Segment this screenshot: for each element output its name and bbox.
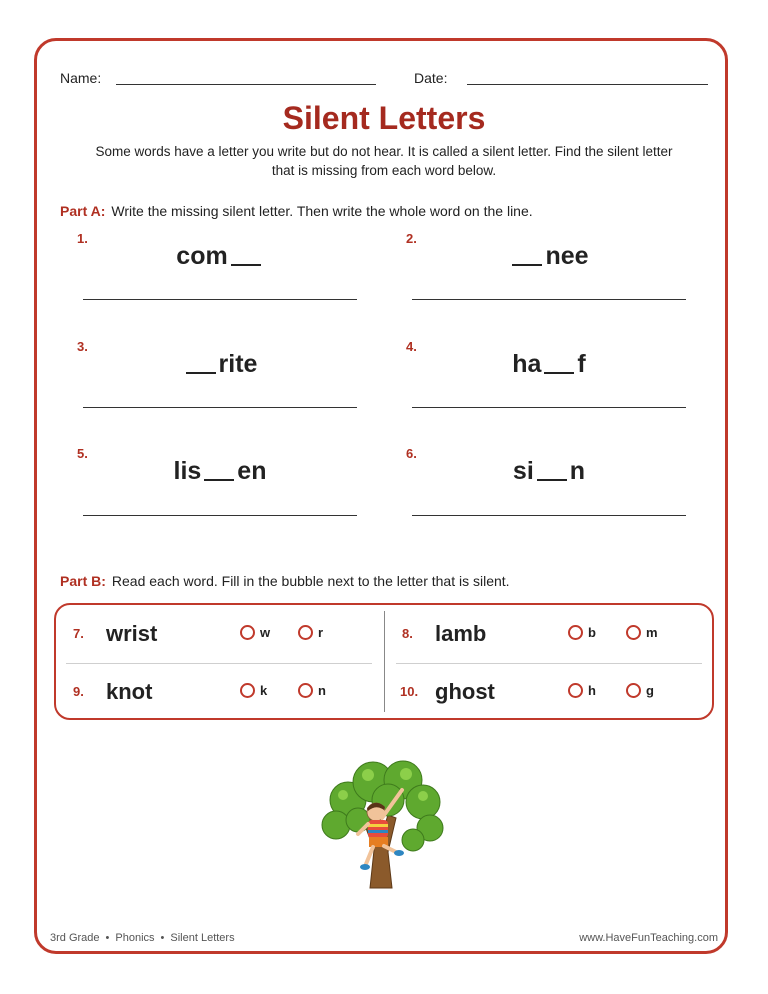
part-b-heading	[60, 573, 510, 589]
radio-circle-icon	[298, 683, 313, 698]
footer-breadcrumb	[50, 932, 235, 944]
blank	[537, 479, 567, 481]
date-label: Date:	[414, 70, 448, 86]
word: ghost	[435, 679, 495, 704]
answer-line[interactable]	[412, 407, 686, 408]
footer-grade: 3rd Grade	[50, 932, 100, 944]
option-bubble[interactable]: h	[568, 683, 596, 698]
answer-line[interactable]	[83, 299, 357, 300]
page-title: Silent Letters	[282, 100, 486, 136]
blank	[231, 264, 261, 266]
partial-word: com	[83, 242, 357, 271]
option-bubble[interactable]: m	[626, 625, 658, 640]
answer-line[interactable]	[83, 407, 357, 408]
footer-site-link[interactable]: www.HaveFunTeaching.com	[579, 932, 718, 944]
intro-text: Some words have a letter you write but do not hear. It is called a silent letter. Find the silent letter that is missing from each word below.	[95, 144, 673, 178]
word: knot	[106, 679, 153, 704]
radio-circle-icon	[626, 683, 641, 698]
item-number: 7.	[73, 626, 84, 641]
radio-circle-icon	[568, 683, 583, 698]
option-bubble[interactable]: k	[240, 683, 267, 698]
date-line[interactable]	[467, 84, 708, 85]
radio-circle-icon	[568, 625, 583, 640]
row-divider	[66, 663, 372, 664]
bullet-icon: •	[160, 932, 165, 944]
item-number: 9.	[73, 684, 84, 699]
partial-word: nee	[412, 242, 686, 271]
bullet-icon: •	[105, 932, 110, 944]
part-a-instruction: Write the missing silent letter. Then write the whole word on the line.	[111, 203, 533, 219]
blank	[544, 372, 574, 374]
part-b-label: Part B:	[60, 573, 106, 589]
part-b-box	[54, 603, 714, 720]
name-label: Name:	[60, 70, 102, 86]
part-b-instruction: Read each word. Fill in the bubble next to the letter that is silent.	[111, 573, 510, 589]
radio-circle-icon	[240, 625, 255, 640]
blank	[512, 264, 542, 266]
part-a-heading	[60, 203, 533, 219]
radio-circle-icon	[626, 625, 641, 640]
option-bubble[interactable]: g	[626, 683, 654, 698]
name-line[interactable]	[116, 84, 376, 85]
partial-word: rite	[83, 350, 357, 379]
option-bubble[interactable]: n	[298, 683, 326, 698]
radio-circle-icon	[240, 683, 255, 698]
item-number: 8.	[402, 626, 413, 641]
item-number: 1.	[77, 231, 88, 246]
option-bubble[interactable]: w	[240, 625, 270, 640]
item-number: 2.	[406, 231, 417, 246]
partial-word: ha f	[512, 350, 586, 378]
answer-line[interactable]	[83, 515, 357, 516]
item-number: 6.	[406, 446, 417, 461]
column-divider	[384, 611, 385, 712]
answer-line[interactable]	[412, 299, 686, 300]
row-divider	[396, 663, 702, 664]
option-bubble[interactable]: r	[298, 625, 323, 640]
footer-topic: Silent Letters	[170, 932, 235, 944]
item-number: 3.	[77, 339, 88, 354]
option-bubble[interactable]: b	[568, 625, 596, 640]
radio-circle-icon	[298, 625, 313, 640]
item-number: 4.	[406, 339, 417, 354]
item-number: 10.	[400, 684, 419, 699]
footer-subject: Phonics	[115, 932, 155, 944]
blank	[204, 479, 234, 481]
item-number: 5.	[77, 446, 88, 461]
word: lamb	[435, 621, 487, 646]
boy-climbing-tree-illustration	[318, 760, 448, 895]
answer-line[interactable]	[412, 515, 686, 516]
blank	[186, 372, 216, 374]
part-a-label: Part A:	[60, 203, 106, 219]
word: wrist	[106, 621, 158, 646]
partial-word: lis en	[173, 457, 267, 485]
partial-word: si n	[512, 457, 586, 485]
